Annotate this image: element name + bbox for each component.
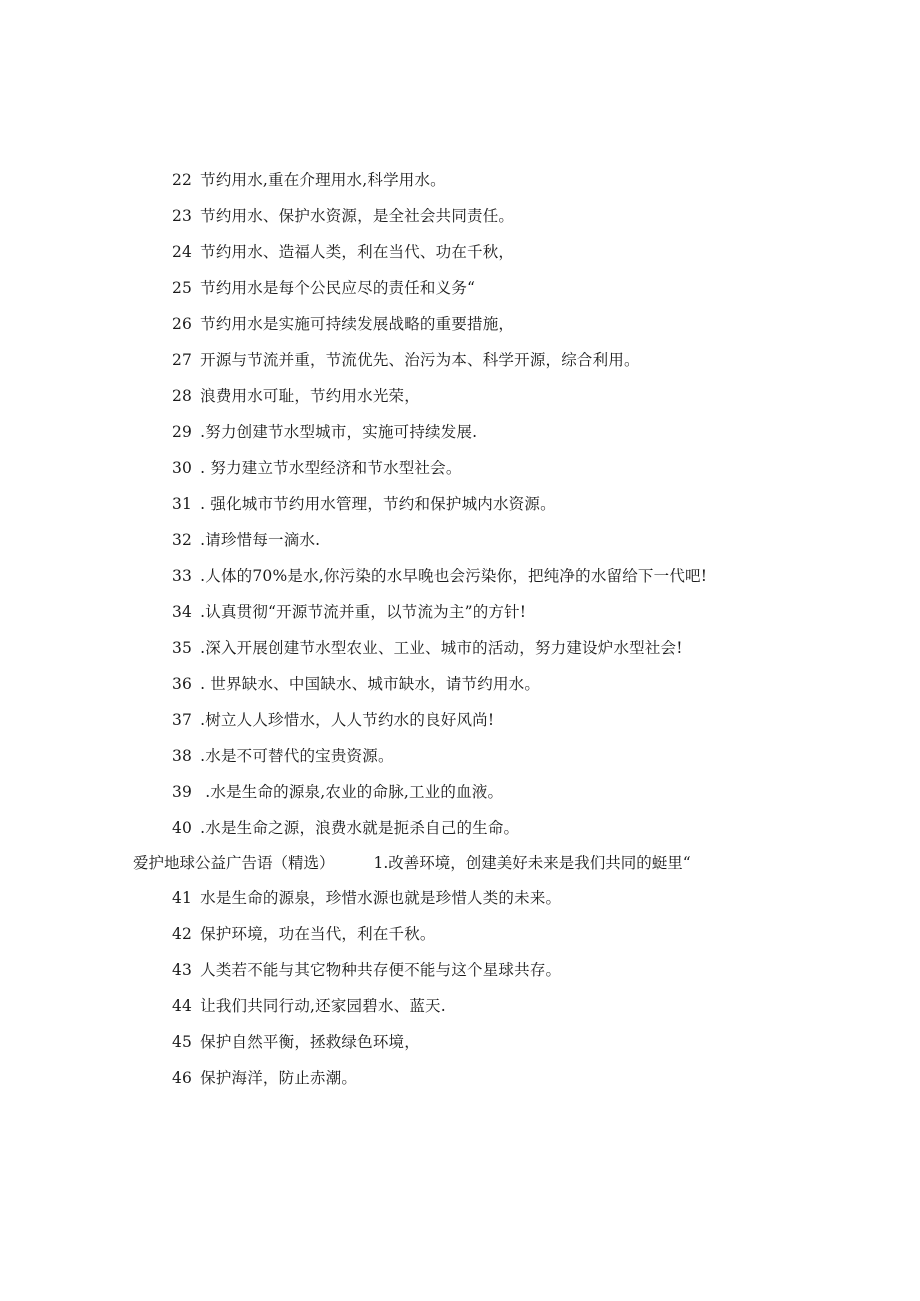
slogan-number: 46 (172, 1069, 193, 1087)
slogan-text: 保护自然平衡，拯救绿色环境， (200, 1033, 420, 1051)
slogan-line (172, 420, 477, 444)
slogan-text: 水是生命的源泉，珍惜水源也就是珍惜人类的未来。 (200, 889, 562, 907)
slogan-line (172, 348, 640, 372)
slogan-number: 30 (172, 459, 193, 477)
slogan-text: . 世界缺水、中国缺水、城市缺水，请节约用水。 (200, 675, 541, 693)
slogan-text: 保护海洋，防止赤潮。 (200, 1069, 358, 1087)
section-first-item: 1.改善环境，创建美好未来是我们共同的蜓里“ (373, 854, 691, 872)
slogan-line (172, 1030, 420, 1054)
slogan-number: 36 (172, 675, 193, 693)
slogan-line (172, 780, 503, 804)
slogan-line (172, 958, 561, 982)
slogan-text: 节约用水是每个公民应尽的责任和义务“ (200, 279, 476, 297)
slogan-number: 26 (172, 315, 193, 333)
slogan-number: 43 (172, 961, 193, 979)
slogan-number: 22 (172, 171, 193, 189)
slogan-line (172, 384, 420, 408)
slogan-text: .水是生命的源泉,农业的命脉,工业的血液。 (200, 783, 504, 801)
slogan-line (172, 312, 514, 336)
slogan-text: 节约用水,重在介理用水,科学用水。 (200, 171, 446, 189)
slogan-line (172, 564, 707, 588)
slogan-number: 37 (172, 711, 193, 729)
slogan-number: 40 (172, 819, 193, 837)
slogan-number: 34 (172, 603, 193, 621)
slogan-number: 41 (172, 889, 193, 907)
slogan-number: 23 (172, 207, 193, 225)
slogan-line (172, 240, 514, 264)
slogan-text: 开源与节流并重，节流优先、治污为本、科学开源，综合利用。 (200, 351, 640, 369)
slogan-text: 节约用水、造福人类，利在当代、功在千秋， (200, 243, 515, 261)
slogan-line (172, 708, 494, 732)
slogan-text: 浪费用水可耻，节约用水光荣， (200, 387, 420, 405)
slogan-number: 25 (172, 279, 193, 297)
slogan-line (172, 276, 475, 300)
slogan-number: 35 (172, 639, 193, 657)
slogan-text: 人类若不能与其它物种共存便不能与这个星球共存。 (200, 961, 562, 979)
slogan-number: 42 (172, 925, 193, 943)
slogan-text: 节约用水是实施可持续发展战略的重要措施， (200, 315, 515, 333)
slogan-text: . 努力建立节水型经济和节水型社会。 (200, 459, 462, 477)
slogan-number: 33 (172, 567, 193, 585)
slogan-line (172, 600, 526, 624)
slogan-text: 保护环境，功在当代，利在千秋。 (200, 925, 436, 943)
slogan-text: .人体的70%是水,你污染的水早晚也会污染你，把纯净的水留给下一代吧! (200, 567, 708, 585)
slogan-number: 44 (172, 997, 193, 1015)
slogan-number: 32 (172, 531, 193, 549)
slogan-line (172, 886, 561, 910)
slogan-line (172, 492, 556, 516)
slogan-line (172, 744, 394, 768)
section-heading-line (133, 851, 691, 875)
slogan-number: 29 (172, 423, 193, 441)
slogan-number: 31 (172, 495, 193, 513)
slogan-text: .水是生命之源，浪费水就是扼杀自己的生命。 (200, 819, 520, 837)
slogan-line (172, 672, 540, 696)
slogan-line (172, 636, 683, 660)
slogan-text: .树立人人珍惜水，人人节约水的良好风尚! (200, 711, 495, 729)
slogan-text: .深入开展创建节水型农业、工业、城市的活动，努力建设炉水型社会! (200, 639, 683, 657)
slogan-line (172, 168, 446, 192)
slogan-text: .努力创建节水型城市，实施可持续发展. (200, 423, 478, 441)
slogan-text: 节约用水、保护水资源，是全社会共同责任。 (200, 207, 515, 225)
slogan-line (172, 204, 514, 228)
slogan-line (172, 994, 446, 1018)
slogan-text: .请珍惜每一滴水. (200, 531, 321, 549)
slogan-line (172, 816, 519, 840)
slogan-number: 27 (172, 351, 193, 369)
slogan-number: 24 (172, 243, 193, 261)
slogan-number: 38 (172, 747, 193, 765)
slogan-number: 45 (172, 1033, 193, 1051)
section-title: 爱护地球公益广告语（精选） (133, 854, 335, 872)
slogan-line (172, 456, 462, 480)
slogan-text: .认真贯彻“开源节流并重，以节流为主”的方针! (200, 603, 527, 621)
slogan-number: 28 (172, 387, 193, 405)
slogan-line (172, 922, 436, 946)
slogan-text: .水是不可替代的宝贵资源。 (200, 747, 394, 765)
slogan-text: . 强化城市节约用水管理，节约和保护城内水资源。 (200, 495, 556, 513)
slogan-line (172, 1066, 357, 1090)
slogan-line (172, 528, 320, 552)
slogan-text: 让我们共同行动,还家园碧水、蓝天. (200, 997, 446, 1015)
slogan-number: 39 (172, 783, 193, 801)
